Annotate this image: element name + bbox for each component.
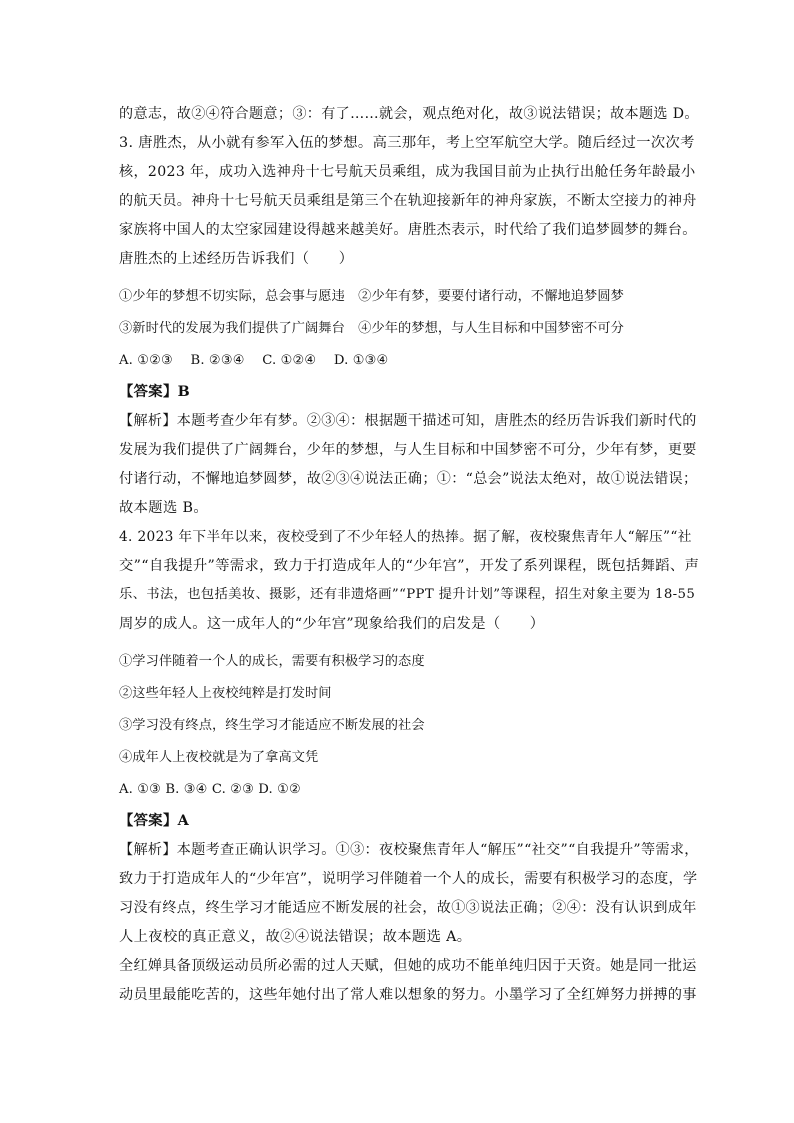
answer-label: 【答案】B — [119, 384, 191, 400]
option-line: ④成年人上夜校就是为了拿高文凭 — [119, 750, 319, 765]
text-line: 人上夜校的真正意义，故②④说法错误；故本题选 A。 — [119, 929, 472, 945]
option-line: ②这些年轻人上夜校纯粹是打发时间 — [119, 686, 332, 701]
text-line: 动员里最能吃苦的，这些年她付出了常人难以想象的努力。小墨学习了全红婵努力拼搏的事 — [119, 987, 697, 1003]
choice-line: A. ①③ B. ③④ C. ②③ D. ①② — [119, 782, 301, 797]
option-line: ③学习没有终点，终生学习才能适应不断发展的社会 — [119, 718, 425, 733]
analysis-text: 【解析】本题考查少年有梦。②③④：根据题干描述可知，唐胜杰的经历告诉我们新时代的 — [119, 413, 697, 429]
text-line: 故本题选 B。 — [119, 500, 208, 516]
text-line: 发展为我们提供了广阔舞台，少年的梦想，与人生目标和中国梦密不可分，少年有梦，更要 — [119, 442, 697, 458]
text-line: 乐、书法，也包括美妆、摄影，还有非遗烙画”“PPT 提升计划”等课程，招生对象主要为 18-55 — [119, 587, 696, 602]
text-line: 交”“自我提升”等需求，致力于打造成年人的“少年宫”，开发了系列课程，既包括舞蹈、声 — [119, 558, 700, 574]
text-line: 的意志，故②④符合题意；③：有了……就会，观点绝对化，故③说法错误；故本题选 D。 — [119, 106, 699, 122]
text-line: 的航天员。神舟十七号航天员乘组是第三个在轨迎接新年的神舟家族，不断太空接力的神舟 — [119, 193, 697, 209]
option-line: ①少年的梦想不切实际，总会事与愿违 ②少年有梦，要要付诸行动，不懈地追梦圆梦 — [119, 289, 624, 304]
text-line: 核，2023 年，成功入选神舟十七号航天员乘组，成为我国目前为止执行出舱任务年龄最小 — [119, 164, 696, 180]
text-line: 致力于打造成年人的“少年宫”，说明学习伴随着一个人的成长，需要有积极学习的态度，学 — [119, 871, 698, 887]
analysis-text: 【解析】本题考查正确认识学习。①③：夜校聚焦青年人“解压”“社交”“自我提升”等需求， — [119, 842, 699, 858]
text-line: 家族将中国人的太空家园建设得越来越美好。唐胜杰表示，时代给了我们追梦圆梦的舞台。 — [119, 222, 697, 238]
choice-line: A. ①②③ B. ②③④ C. ①②④ D. ①③④ — [119, 353, 389, 368]
question-4-prompt: 周岁的成人。这一成年人的“少年宫”现象给我们的启发是（ ） — [119, 616, 545, 632]
question-3-prompt: 唐胜杰的上述经历告诉我们（ ） — [119, 251, 354, 267]
question-4-stem: 4. 2023 年下半年以来，夜校受到了不少年轻人的热捧。据了解，夜校聚焦青年人“解压”“社 — [119, 529, 692, 545]
option-line: ③新时代的发展为我们提供了广阔舞台 ④少年的梦想，与人生目标和中国梦密不可分 — [119, 321, 624, 336]
passage-text: 全红婵具备顶级运动员所必需的过人天赋，但她的成功不能单纯归因于天资。她是同一批运 — [119, 958, 697, 974]
text-line: 习没有终点，终生学习才能适应不断发展的社会，故①③说法正确；②④：没有认识到成年 — [119, 900, 697, 916]
answer-label: 【答案】A — [119, 813, 190, 829]
question-3-stem: 3. 唐胜杰，从小就有参军入伍的梦想。高三那年，考上空军航空大学。随后经过一次次考 — [119, 135, 695, 151]
text-line: 付诸行动，不懈地追梦圆梦，故②③④说法正确；①：“总会”说法太绝对，故①说法错误； — [119, 471, 698, 487]
option-line: ①学习伴随着一个人的成长，需要有积极学习的态度 — [119, 654, 425, 669]
